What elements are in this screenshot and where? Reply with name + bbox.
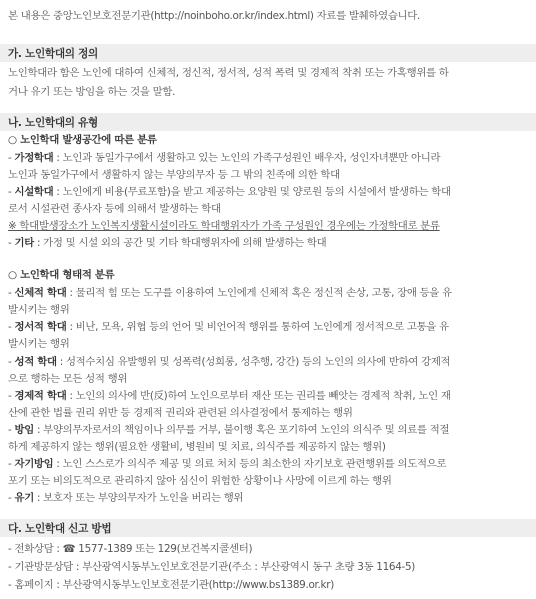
space-classification-title: ○ 노인학대 발생공간에 따른 분류 xyxy=(8,134,157,146)
form-classification-title: ○ 노인학대 형태적 분류 xyxy=(8,269,115,281)
section-c-heading-bar xyxy=(0,519,536,537)
neglect-line-1 xyxy=(8,423,449,437)
physical-abuse-line-1 xyxy=(8,286,452,300)
physical-abuse-line-2: 발시키는 행위 xyxy=(8,304,70,316)
abandonment-line xyxy=(8,491,243,505)
sexual-abuse-term: 성적 학대 xyxy=(14,356,57,368)
visit-consult-line: - 기관방문상담 : 부산광역시동부노인보호전문기관(주소 : 부산광역시 동구 초량 3동 1164-5) xyxy=(8,561,416,573)
classification-note: ※ 학대발생장소가 노인복지생활시설이라도 학대행위자가 가족 구성원인 경우에는 가정학대로 분류 xyxy=(8,220,440,232)
neglect-line-2: 하게 제공하지 않는 행위(필요한 생활비, 병원비 및 치료, 의식주를 제공하지 않는 행위) xyxy=(8,441,386,453)
financial-abuse-desc: : 노인의 의사에 반(反)하여 노인으로부터 재산 또는 권리를 빼앗는 경제적 착취, 노인 재 xyxy=(66,390,451,402)
neglect-term: 방임 xyxy=(14,424,34,436)
financial-abuse-line-1 xyxy=(8,389,451,403)
dash: - xyxy=(8,458,15,470)
definition-line-1: 노인학대라 함은 노인에 대하여 신체적, 정신적, 정서적, 성적 폭력 및 경제적 착취 또는 가혹행위를 하 xyxy=(8,67,449,79)
family-abuse-line-1 xyxy=(8,151,440,165)
other-abuse-line xyxy=(8,236,326,250)
facility-abuse-line-1 xyxy=(8,185,451,199)
dash: - xyxy=(8,492,15,504)
facility-abuse-desc: : 노인에게 비용(무료포함)을 받고 제공하는 요양원 및 양로원 등의 시설에서 발생하는 학대 xyxy=(53,186,451,198)
section-a-heading-bar xyxy=(0,44,536,62)
dash: - xyxy=(8,424,15,436)
dash: - xyxy=(8,237,15,249)
intro-text: 본 내용은 중앙노인보호전문기관(http://noinboho.or.kr/index.html) 자료를 발췌하였습니다. xyxy=(8,10,421,22)
self-neglect-line-1 xyxy=(8,457,446,471)
facility-abuse-line-2: 로서 시설관련 종사자 등에 의해서 발생하는 학대 xyxy=(8,203,221,215)
section-b-heading-bar xyxy=(0,113,536,131)
neglect-desc: : 부양의무자로서의 책임이나 의무를 거부, 불이행 혹은 포기하여 노인의 의식주 및 의료를 적절 xyxy=(33,424,450,436)
abandonment-term: 유기 xyxy=(14,492,34,504)
self-neglect-term: 자기방임 xyxy=(14,458,54,470)
section-c-heading: 다. 노인학대 신고 방법 xyxy=(8,523,112,535)
sexual-abuse-line-1 xyxy=(8,355,450,369)
facility-abuse-term: 시설학대 xyxy=(14,186,54,198)
physical-abuse-desc: : 물리적 힘 또는 도구를 이용하여 노인에게 신체적 혹은 정신적 손상, 고통, 장애 등을 유 xyxy=(66,287,452,299)
self-neglect-desc: : 노인 스스로가 의식주 제공 및 의료 처치 등의 최소한의 자기보호 관련행위를 의도적으로 xyxy=(53,458,447,470)
family-abuse-desc: : 노인과 동일가구에서 생활하고 있는 노인의 가족구성원인 배우자, 성인자녀뿐만 아니라 xyxy=(53,152,441,164)
dash: - xyxy=(8,152,15,164)
dash: - xyxy=(8,321,15,333)
family-abuse-term: 가정학대 xyxy=(14,152,54,164)
section-a-heading: 가. 노인학대의 정의 xyxy=(8,48,98,60)
dash: - xyxy=(8,390,15,402)
dash: - xyxy=(8,356,15,368)
dash: - xyxy=(8,287,15,299)
dash: - xyxy=(8,186,15,198)
family-abuse-line-2: 노인과 동일가구에서 생활하지 않는 부양의무자 등 그 밖의 친족에 의한 학대 xyxy=(8,169,340,181)
emotional-abuse-desc: : 비난, 모욕, 위협 등의 언어 및 비언어적 행위를 통하여 노인에게 정서적으로 고통을 유 xyxy=(66,321,449,333)
definition-line-2: 거나 유기 또는 방임을 하는 것을 말함. xyxy=(8,86,176,98)
abandonment-desc: : 보호자 또는 부양의무자가 노인을 버리는 행위 xyxy=(33,492,244,504)
section-b-heading: 나. 노인학대의 유형 xyxy=(8,117,98,129)
emotional-abuse-line-2: 발시키는 행위 xyxy=(8,338,70,350)
sexual-abuse-line-2: 으로 행하는 모든 성적 행위 xyxy=(8,373,128,385)
phone-consult-line: - 전화상담 : ☎ 1577-1389 또는 129(보건복지콜센터) xyxy=(8,543,253,555)
financial-abuse-line-2: 산에 관한 법률 권리 위반 등 경제적 권리와 관련된 의사결정에서 통제하는 행위 xyxy=(8,407,353,419)
financial-abuse-term: 경제적 학대 xyxy=(14,390,67,402)
emotional-abuse-line-1 xyxy=(8,320,449,334)
homepage-line: - 홈페이지 : 부산광역시동부노인보호전문기관(http://www.bs1389.or.kr) xyxy=(8,579,334,591)
other-abuse-desc: : 가정 및 시설 외의 공간 및 기타 학대행위자에 의해 발생하는 학대 xyxy=(33,237,327,249)
sexual-abuse-desc: : 성적수치심 유발행위 및 성폭력(성희롱, 성추행, 강간) 등의 노인의 의사에 반하여 강제적 xyxy=(56,356,451,368)
physical-abuse-term: 신체적 학대 xyxy=(14,287,67,299)
self-neglect-line-2: 포기 또는 비의도적으로 관리하지 않아 심신이 위험한 상황이나 사망에 이르게 하는 행위 xyxy=(8,475,392,487)
emotional-abuse-term: 정서적 학대 xyxy=(14,321,67,333)
other-abuse-term: 기타 xyxy=(14,237,34,249)
